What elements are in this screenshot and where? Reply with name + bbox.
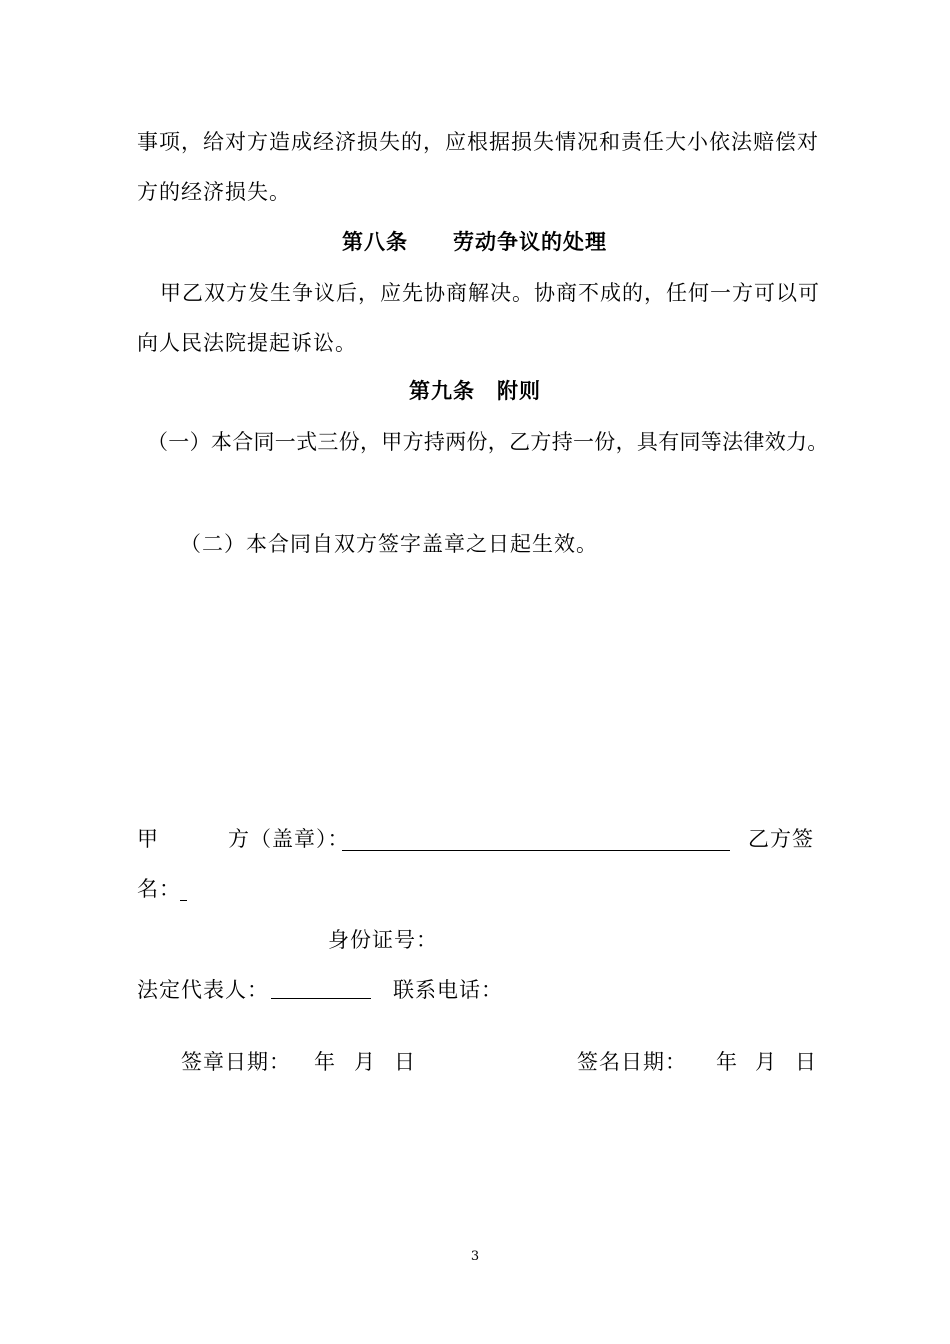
party-a-label-char: 甲 [137,827,159,851]
phone-label: 联系电话： [393,978,503,1002]
party-b-sign-label-part-1: 乙方签 [748,827,814,851]
article-9-item-2: （二）本合同自双方签字盖章之日起生效。 [180,532,598,556]
party-a-seal-label: 方（盖章）： [228,827,350,851]
legal-rep-blank[interactable] [271,976,371,999]
legal-rep-label: 法定代表人： [137,978,269,1002]
article-8-line-1: 甲乙双方发生争议后，应先协商解决。协商不成的，任何一方可以可 [160,281,820,305]
sign-date-a-day: 日 [394,1050,416,1074]
article-9-item-1: （一）本合同一式三份，甲方持两份，乙方持一份，具有同等法律效力。 [147,430,829,454]
page-number: 3 [470,1249,480,1264]
sign-date-b-year: 年 [716,1050,738,1074]
party-b-sign-blank[interactable] [180,878,187,901]
sign-date-b-month: 月 [755,1050,777,1074]
sign-date-b-day: 日 [795,1050,817,1074]
sign-date-a-label: 签章日期： [181,1050,291,1074]
sign-date-b-label: 签名日期： [577,1050,687,1074]
article-8-number: 第八条 [342,229,408,254]
article-8-title: 劳动争议的处理 [453,229,607,254]
article-9-number: 第九条 [409,378,475,403]
id-number-label: 身份证号： [328,928,438,952]
article-9-title: 附则 [497,378,541,403]
party-b-sign-label-part-2: 名： [137,877,181,901]
continuation-line-2: 方的经济损失。 [137,180,291,204]
sign-date-a-month: 月 [354,1050,376,1074]
party-a-seal-blank[interactable] [342,828,730,851]
article-8-line-2: 向人民法院提起诉讼。 [137,331,357,355]
sign-date-a-year: 年 [314,1050,336,1074]
continuation-line-1: 事项，给对方造成经济损失的，应根据损失情况和责任大小依法赔偿对 [137,130,819,154]
